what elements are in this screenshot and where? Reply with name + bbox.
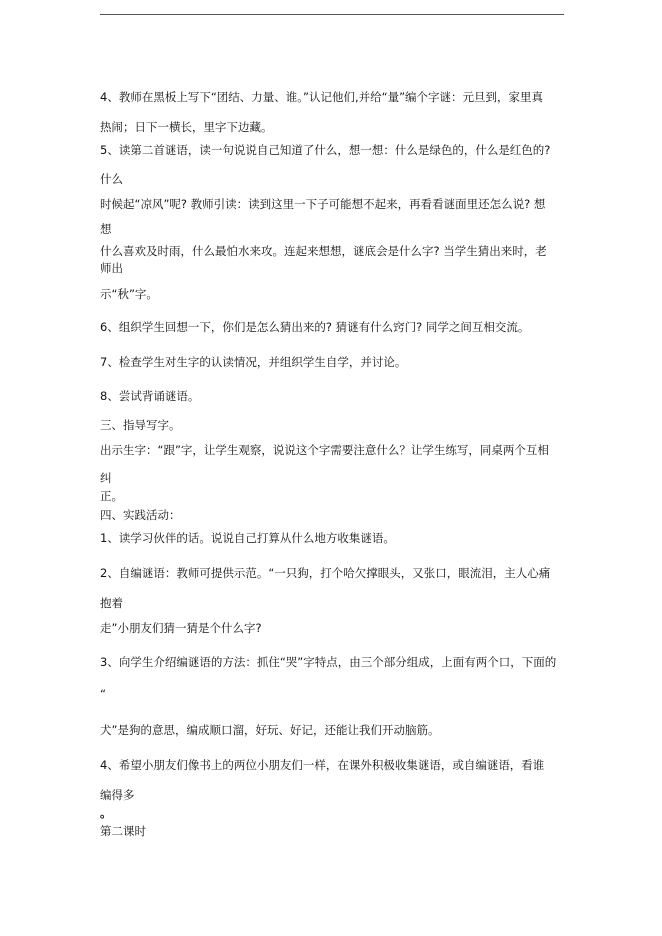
text-line: 走”小朋友们猜一猜是个什么字? (100, 621, 262, 635)
text-line: 7、检查学生对生字的认读情况，并组织学生自学，并讨论。 (100, 355, 407, 369)
section-heading: 四、实践活动： (100, 508, 181, 522)
text-line: 正。 (100, 489, 123, 503)
section-heading: 三、指导写字。 (100, 418, 181, 432)
text-line: 6、组织学生回想一下，你们是怎么猜出来的? 猜谜有什么窍门? 同学之间互相交流。 (100, 320, 530, 334)
text-line: 8、尝试背诵谜语。 (100, 389, 200, 403)
section-heading: 第二课时 (100, 824, 146, 838)
text-line: 4、教师在黑板上写下“团结、力量、谁。”认记他们,并给“量”编个字谜：元旦到，家里真 (100, 90, 544, 104)
text-line: 师出 (100, 261, 123, 275)
text-line: 想 (100, 222, 112, 236)
text-line: 犬”是狗的意思，编成顺口溜，好玩、好记，还能让我们开动脑筋。 (100, 723, 440, 737)
text-line: 5、读第二首谜语，读一句说说自己知道了什么，想一想：什么是绿色的，什么是红色的? (100, 143, 551, 157)
text-line: 。 (100, 806, 112, 820)
text-line: 示“秋”字。 (100, 287, 158, 301)
text-line: 什么喜欢及时雨，什么最怕水来攻。连起来想想，谜底会是什么字? 当学生猜出来时，老 (100, 244, 547, 258)
text-line: 出示生字：“跟”字，让学生观察，说说这个字需要注意什么？让学生练写，同桌两个互相 (100, 443, 549, 457)
text-line: 3、向学生介绍编谜语的方法：抓住“哭”字特点，由三个部分组成，上面有两个口，下面的 (100, 655, 557, 669)
text-line: “ (100, 687, 106, 701)
text-line: 什么 (100, 172, 123, 186)
text-line: 纠 (100, 471, 112, 485)
text-line: 热闹；日下一横长，里字下边藏。 (100, 120, 273, 134)
text-line: 抱着 (100, 596, 123, 610)
text-line: 1、读学习伙伴的话。说说自己打算从什么地方收集谜语。 (100, 531, 395, 545)
text-line: 2、自编谜语：教师可提供示范。“一只狗，打个哈欠撑眼头，又张口，眼流泪，主人心痛 (100, 566, 551, 580)
text-line: 时候起“凉风”呢? 教师引读：读到这里一下子可能想不起来，再看看谜面里还怎么说? 想 (100, 197, 546, 211)
text-line: 编得多 (100, 788, 135, 802)
text-line: 4、希望小朋友们像书上的两位小朋友们一样，在课外积极收集谜语，或自编谜语，看谁 (100, 758, 545, 772)
header-rule (100, 14, 564, 15)
